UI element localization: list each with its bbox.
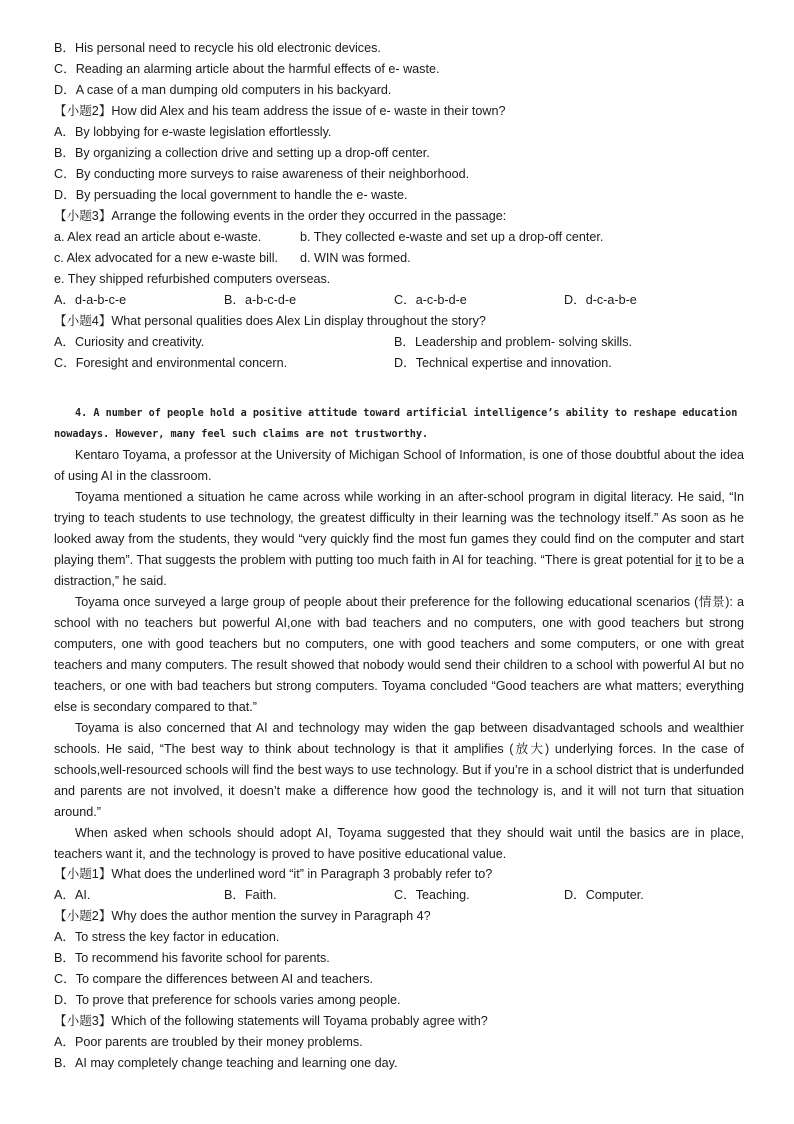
p4-q2-option-a: A．To stress the key factor in education. bbox=[54, 930, 280, 944]
p3-q1-option-c: C．Reading an alarming article about the harmful effects of e- waste. bbox=[54, 62, 440, 76]
p3-q4-option-a: A．Curiosity and creativity. bbox=[54, 335, 205, 349]
p3-q1-option-d: D．A case of a man dumping old computers in his backyard. bbox=[54, 83, 392, 97]
p4-q2-option-d: D．To prove that preference for schools varies among people. bbox=[54, 993, 401, 1007]
p3-q2-option-a: A．By lobbying for e-waste legislation effortlessly. bbox=[54, 125, 332, 139]
p4-paragraph-5: When asked when schools should adopt AI, Toyama suggested that they should wait until the basics are in place, teachers want it, and the technology is proved to have positive educational value. bbox=[54, 826, 744, 861]
p3-q2-option-c: C．By conducting more surveys to raise awareness of their neighborhood. bbox=[54, 167, 470, 181]
p3-q2-stem: 【小题2】How did Alex and his team address the issue of e- waste in their town? bbox=[54, 104, 506, 118]
p4-body bbox=[54, 445, 744, 865]
p4-q1-option-b: B．Faith. bbox=[224, 888, 277, 902]
p3-q4-option-d: D．Technical expertise and innovation. bbox=[394, 356, 612, 370]
p4-q3-stem: 【小题3】Which of the following statements will Toyama probably agree with? bbox=[54, 1014, 488, 1028]
p3-q3-option-d: D．d-c-a-b-e bbox=[564, 293, 637, 307]
p4-q3-option-a: A．Poor parents are troubled by their money problems. bbox=[54, 1035, 363, 1049]
p3-q3-stem: 【小题3】Arrange the following events in the order they occurred in the passage: bbox=[54, 209, 507, 223]
p4-heading-line2: nowadays. However, many feel such claims are not trustworthy. bbox=[54, 429, 429, 440]
p4-q2-option-b: B．To recommend his favorite school for parents. bbox=[54, 951, 330, 965]
p4-paragraph-2: Toyama mentioned a situation he came across while working in an after-school program in digital literacy. He said, “In trying to teach students to use technology, the greatest difficulty in their learning was the technology itself.” As soon as he looked away from the students, they would “very quickly find the most fun games they could find on the computer and start playing them”. That suggests the problem with putting too much faith in AI for teaching. “There is great potential for it to be a distraction,” he said. bbox=[54, 490, 745, 588]
p4-q1-option-c: C．Teaching. bbox=[394, 888, 470, 902]
p3-q3-event-c: c. Alex advocated for a new e-waste bill. bbox=[54, 251, 279, 265]
p4-q3-option-b: B．AI may completely change teaching and learning one day. bbox=[54, 1056, 398, 1070]
p4-q1-option-a: A．AI. bbox=[54, 888, 91, 902]
p4-paragraph-1: Kentaro Toyama, a professor at the University of Michigan School of Information, is one of those doubtful about the idea of using AI in the classroom. bbox=[54, 448, 744, 483]
p4-paragraph-4: Toyama is also concerned that AI and technology may widen the gap between disadvantaged schools and wealthier schools. He said, “The best way to think about technology is that it amplifies (放大) underlying forces. In the case of schools,well-resourced schools will find the best ways to use technology. But if you’re in a school district that is underfunded and parents are not involved, it doesn’t make a difference how good the technology is, and it will not turn that situation around.” bbox=[54, 721, 744, 819]
p3-q3-option-a: A．d-a-b-c-e bbox=[54, 293, 127, 307]
p4-heading-line1: 4. A number of people hold a positive attitude toward artificial intelligence’s ability to reshape education bbox=[75, 408, 738, 419]
p4-q2-stem: 【小题2】Why does the author mention the survey in Paragraph 4? bbox=[54, 909, 431, 923]
p3-q2-option-d: D．By persuading the local government to handle the e- waste. bbox=[54, 188, 408, 202]
p3-q4-stem: 【小题4】What personal qualities does Alex Lin display throughout the story? bbox=[54, 314, 486, 328]
p3-q3-event-b: b. They collected e-waste and set up a drop-off center. bbox=[300, 230, 604, 244]
p4-q2-option-c: C．To compare the differences between AI and teachers. bbox=[54, 972, 373, 986]
p4-q1-option-d: D．Computer. bbox=[564, 888, 644, 902]
p4-paragraph-3: Toyama once surveyed a large group of people about their preference for the following educational scenarios (情景): a school with no teachers but powerful AI,one with bad teachers and no computers, one with good teachers but strong computers, one with good teachers but no computers, one with good teachers and some computers, or one with great teachers and many computers. The result showed that nobody would send their children to a school with powerful AI but no teachers, or one with bad teachers but strong computers. Toyama concluded “Good teachers are what matters; everything else is secondary compared to that.” bbox=[54, 595, 744, 714]
p3-q3-option-b: B．a-b-c-d-e bbox=[224, 293, 297, 307]
p3-q3-option-c: C．a-c-b-d-e bbox=[394, 293, 467, 307]
p3-q1-option-b: B．His personal need to recycle his old electronic devices. bbox=[54, 41, 381, 55]
underlined-word-it: it bbox=[695, 553, 702, 567]
p3-q4-option-c: C．Foresight and environmental concern. bbox=[54, 356, 288, 370]
p3-q4-option-b: B．Leadership and problem- solving skills. bbox=[394, 335, 632, 349]
p3-q3-event-d: d. WIN was formed. bbox=[300, 251, 411, 265]
p3-q3-event-a: a. Alex read an article about e-waste. bbox=[54, 230, 262, 244]
p3-q3-event-e: e. They shipped refurbished computers overseas. bbox=[54, 272, 331, 286]
p3-q2-option-b: B．By organizing a collection drive and setting up a drop-off center. bbox=[54, 146, 430, 160]
p4-q1-stem: 【小题1】What does the underlined word “it” in Paragraph 3 probably refer to? bbox=[54, 867, 493, 881]
